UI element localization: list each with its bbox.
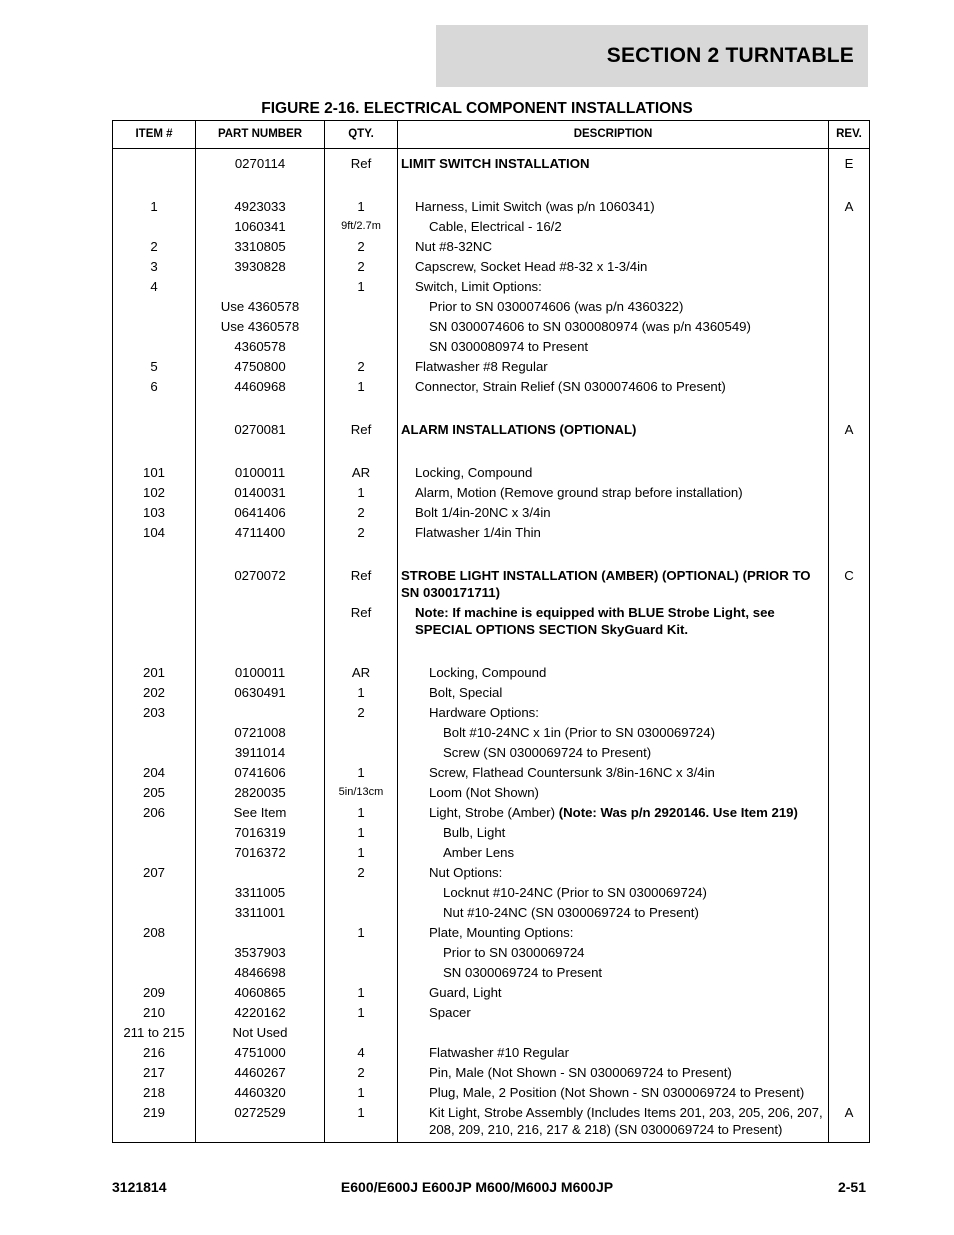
revision-cell <box>829 663 870 683</box>
revision-cell <box>829 297 870 317</box>
qty-cell: 1 <box>325 1103 398 1143</box>
qty-cell: 2 <box>325 1063 398 1083</box>
revision-cell <box>829 377 870 397</box>
item-number-cell <box>113 566 196 603</box>
column-header-rev: REV. <box>829 121 870 149</box>
part-number-cell: 3310805 <box>196 237 325 257</box>
item-number-cell: 206 <box>113 803 196 823</box>
qty-cell <box>325 1023 398 1043</box>
item-number-cell: 203 <box>113 703 196 723</box>
table-row <box>113 566 870 603</box>
table-row <box>113 803 870 823</box>
spacer-cell <box>325 440 398 463</box>
revision-cell <box>829 523 870 543</box>
qty-cell: 2 <box>325 237 398 257</box>
description-cell <box>398 803 829 823</box>
table-row <box>113 1043 870 1063</box>
description-note: (Note: Was p/n 2920146. Use Item 219) <box>558 805 798 820</box>
qty-cell <box>325 297 398 317</box>
description-cell: Pin, Male (Not Shown - SN 0300069724 to Present) <box>398 1063 829 1083</box>
part-number-cell: 0270072 <box>196 566 325 603</box>
table-row <box>113 1063 870 1083</box>
item-number-cell: 102 <box>113 483 196 503</box>
part-number-cell <box>196 923 325 943</box>
spacer-cell <box>398 397 829 420</box>
description-cell: Alarm, Motion (Remove ground strap before installation) <box>398 483 829 503</box>
table-row <box>113 1103 870 1143</box>
qty-cell <box>325 903 398 923</box>
part-number-cell: 3311005 <box>196 883 325 903</box>
description-cell: Screw, Flathead Countersunk 3/8in-16NC x 3/4in <box>398 763 829 783</box>
qty-cell: 1 <box>325 823 398 843</box>
table-row <box>113 197 870 217</box>
section-title: SECTION 2 TURNTABLE <box>606 44 854 67</box>
revision-cell <box>829 983 870 1003</box>
part-number-cell: 0630491 <box>196 683 325 703</box>
item-number-cell: 3 <box>113 257 196 277</box>
description-cell: Prior to SN 0300074606 (was p/n 4360322) <box>398 297 829 317</box>
part-number-cell: 4846698 <box>196 963 325 983</box>
item-number-cell <box>113 943 196 963</box>
qty-cell <box>325 943 398 963</box>
item-number-cell: 104 <box>113 523 196 543</box>
item-number-cell: 205 <box>113 783 196 803</box>
qty-cell: 1 <box>325 377 398 397</box>
description-cell: STROBE LIGHT INSTALLATION (AMBER) (OPTIONAL) (PRIOR TO SN 0300171711) <box>398 566 829 603</box>
item-number-cell <box>113 883 196 903</box>
part-number-cell <box>196 703 325 723</box>
revision-cell <box>829 843 870 863</box>
table-row <box>113 317 870 337</box>
spacer-cell <box>325 174 398 197</box>
revision-cell <box>829 277 870 297</box>
revision-cell <box>829 483 870 503</box>
description-cell: Screw (SN 0300069724 to Present) <box>398 743 829 763</box>
item-number-cell: 5 <box>113 357 196 377</box>
table-row <box>113 743 870 763</box>
column-header-qty: QTY. <box>325 121 398 149</box>
part-number-cell: Not Used <box>196 1023 325 1043</box>
item-number-cell <box>113 843 196 863</box>
description-cell: Amber Lens <box>398 843 829 863</box>
table-row <box>113 483 870 503</box>
revision-cell <box>829 903 870 923</box>
section-header <box>436 25 868 87</box>
description-cell: LIMIT SWITCH INSTALLATION <box>398 149 829 174</box>
revision-cell <box>829 883 870 903</box>
item-number-cell <box>113 903 196 923</box>
table-row <box>113 923 870 943</box>
part-number-cell: Use 4360578 <box>196 317 325 337</box>
table-row <box>113 963 870 983</box>
table-row <box>113 503 870 523</box>
table-row <box>113 420 870 440</box>
revision-cell: A <box>829 197 870 217</box>
qty-cell: 9ft/2.7m <box>325 217 398 237</box>
item-number-cell <box>113 217 196 237</box>
part-number-cell: 0100011 <box>196 663 325 683</box>
qty-cell: 1 <box>325 923 398 943</box>
qty-cell: 2 <box>325 523 398 543</box>
table-row <box>113 703 870 723</box>
revision-cell <box>829 803 870 823</box>
qty-cell: 1 <box>325 763 398 783</box>
part-number-cell: 4460267 <box>196 1063 325 1083</box>
table-row <box>113 237 870 257</box>
footer-page-number: 2-51 <box>837 1179 866 1195</box>
footer-model-list: E600/E600J E600JP M600/M600J M600JP <box>340 1179 614 1195</box>
qty-cell <box>325 883 398 903</box>
table-row <box>113 377 870 397</box>
description-cell: Flatwasher 1/4in Thin <box>398 523 829 543</box>
spacer-row <box>113 440 870 463</box>
description-cell: Locking, Compound <box>398 463 829 483</box>
description-cell: Nut #10-24NC (SN 0300069724 to Present) <box>398 903 829 923</box>
table-row <box>113 523 870 543</box>
description-cell: Locknut #10-24NC (Prior to SN 0300069724) <box>398 883 829 903</box>
item-number-cell: 103 <box>113 503 196 523</box>
spacer-row <box>113 640 870 663</box>
description-cell: SN 0300069724 to Present <box>398 963 829 983</box>
description-cell <box>398 1023 829 1043</box>
qty-cell: AR <box>325 663 398 683</box>
part-number-cell: 0270114 <box>196 149 325 174</box>
part-number-cell: 0721008 <box>196 723 325 743</box>
description-cell: ALARM INSTALLATIONS (OPTIONAL) <box>398 420 829 440</box>
table-row <box>113 257 870 277</box>
revision-cell <box>829 963 870 983</box>
description-cell: Harness, Limit Switch (was p/n 1060341) <box>398 197 829 217</box>
description-cell: SN 0300080974 to Present <box>398 337 829 357</box>
item-number-cell: 207 <box>113 863 196 883</box>
table-row <box>113 1003 870 1023</box>
qty-cell: 1 <box>325 843 398 863</box>
table-row <box>113 1023 870 1043</box>
item-number-cell <box>113 297 196 317</box>
spacer-cell <box>829 174 870 197</box>
part-number-cell <box>196 603 325 640</box>
part-number-cell: 4751000 <box>196 1043 325 1063</box>
spacer-cell <box>398 440 829 463</box>
part-number-cell: 0272529 <box>196 1103 325 1143</box>
part-number-cell: 2820035 <box>196 783 325 803</box>
qty-cell <box>325 963 398 983</box>
description-cell: Loom (Not Shown) <box>398 783 829 803</box>
part-number-cell: 3311001 <box>196 903 325 923</box>
part-number-cell: 3911014 <box>196 743 325 763</box>
spacer-cell <box>829 640 870 663</box>
revision-cell <box>829 1083 870 1103</box>
revision-cell <box>829 503 870 523</box>
item-number-cell <box>113 743 196 763</box>
spacer-cell <box>829 543 870 566</box>
revision-cell <box>829 1003 870 1023</box>
description-cell: Kit Light, Strobe Assembly (Includes Items 201, 203, 205, 206, 207, 208, 209, 210, 216, 217 & 218) (SN 0300069724 to Present) <box>398 1103 829 1143</box>
spacer-cell <box>196 640 325 663</box>
qty-cell: Ref <box>325 566 398 603</box>
item-number-cell: 1 <box>113 197 196 217</box>
description-cell: Prior to SN 0300069724 <box>398 943 829 963</box>
table-row <box>113 663 870 683</box>
revision-cell <box>829 237 870 257</box>
part-number-cell: 0741606 <box>196 763 325 783</box>
table-row <box>113 149 870 174</box>
revision-cell: A <box>829 420 870 440</box>
qty-cell: 1 <box>325 1003 398 1023</box>
qty-cell: Ref <box>325 603 398 640</box>
table-row <box>113 943 870 963</box>
table-header-row <box>113 121 870 149</box>
part-number-cell: 0100011 <box>196 463 325 483</box>
part-number-cell: 1060341 <box>196 217 325 237</box>
column-header-description: DESCRIPTION <box>398 121 829 149</box>
spacer-cell <box>196 397 325 420</box>
description-cell: Note: If machine is equipped with BLUE Strobe Light, see SPECIAL OPTIONS SECTION SkyGuard Kit. <box>398 603 829 640</box>
table-row <box>113 983 870 1003</box>
description-cell: Bolt #10-24NC x 1in (Prior to SN 0300069724) <box>398 723 829 743</box>
table-row <box>113 1083 870 1103</box>
footer-doc-number: 3121814 <box>112 1179 167 1195</box>
parts-table <box>112 120 870 1143</box>
item-number-cell <box>113 603 196 640</box>
spacer-cell <box>196 174 325 197</box>
revision-cell: C <box>829 566 870 603</box>
revision-cell <box>829 683 870 703</box>
description-cell: Spacer <box>398 1003 829 1023</box>
spacer-cell <box>325 397 398 420</box>
part-number-cell: 4460320 <box>196 1083 325 1103</box>
spacer-cell <box>113 640 196 663</box>
description-cell: Locking, Compound <box>398 663 829 683</box>
revision-cell <box>829 1023 870 1043</box>
item-number-cell: 210 <box>113 1003 196 1023</box>
description-text: Light, Strobe (Amber) <box>429 805 559 820</box>
spacer-row <box>113 397 870 420</box>
revision-cell <box>829 357 870 377</box>
description-cell: Bolt, Special <box>398 683 829 703</box>
item-number-cell: 2 <box>113 237 196 257</box>
part-number-cell: 4220162 <box>196 1003 325 1023</box>
revision-cell <box>829 863 870 883</box>
revision-cell <box>829 923 870 943</box>
description-cell: Bulb, Light <box>398 823 829 843</box>
part-number-cell: 4360578 <box>196 337 325 357</box>
revision-cell <box>829 1043 870 1063</box>
description-cell: Cable, Electrical - 16/2 <box>398 217 829 237</box>
qty-cell: 5in/13cm <box>325 783 398 803</box>
qty-cell: 1 <box>325 197 398 217</box>
spacer-row <box>113 543 870 566</box>
item-number-cell: 101 <box>113 463 196 483</box>
revision-cell <box>829 463 870 483</box>
item-number-cell: 211 to 215 <box>113 1023 196 1043</box>
spacer-cell <box>829 440 870 463</box>
qty-cell: 1 <box>325 1083 398 1103</box>
revision-cell <box>829 217 870 237</box>
spacer-cell <box>398 174 829 197</box>
item-number-cell <box>113 723 196 743</box>
revision-cell <box>829 337 870 357</box>
revision-cell <box>829 257 870 277</box>
spacer-cell <box>398 543 829 566</box>
column-header-part-number: PART NUMBER <box>196 121 325 149</box>
part-number-cell: 0140031 <box>196 483 325 503</box>
qty-cell: 4 <box>325 1043 398 1063</box>
revision-cell: A <box>829 1103 870 1143</box>
item-number-cell <box>113 823 196 843</box>
qty-cell: Ref <box>325 149 398 174</box>
qty-cell: 1 <box>325 983 398 1003</box>
description-cell: Connector, Strain Relief (SN 0300074606 to Present) <box>398 377 829 397</box>
qty-cell: 1 <box>325 483 398 503</box>
parts-table-body <box>113 149 870 1143</box>
part-number-cell: 0270081 <box>196 420 325 440</box>
table-row <box>113 823 870 843</box>
part-number-cell: 4750800 <box>196 357 325 377</box>
description-cell: Plug, Male, 2 Position (Not Shown - SN 0300069724 to Present) <box>398 1083 829 1103</box>
qty-cell <box>325 317 398 337</box>
table-row <box>113 357 870 377</box>
part-number-cell: 4711400 <box>196 523 325 543</box>
item-number-cell: 202 <box>113 683 196 703</box>
table-row <box>113 277 870 297</box>
qty-cell: AR <box>325 463 398 483</box>
item-number-cell: 218 <box>113 1083 196 1103</box>
table-row <box>113 903 870 923</box>
qty-cell: 1 <box>325 277 398 297</box>
item-number-cell: 216 <box>113 1043 196 1063</box>
description-cell: Flatwasher #8 Regular <box>398 357 829 377</box>
revision-cell <box>829 317 870 337</box>
description-cell: Bolt 1/4in-20NC x 3/4in <box>398 503 829 523</box>
qty-cell: 1 <box>325 803 398 823</box>
part-number-cell: 4460968 <box>196 377 325 397</box>
part-number-cell: 4060865 <box>196 983 325 1003</box>
qty-cell: 2 <box>325 863 398 883</box>
revision-cell <box>829 943 870 963</box>
revision-cell <box>829 763 870 783</box>
table-row <box>113 883 870 903</box>
item-number-cell <box>113 963 196 983</box>
item-number-cell: 6 <box>113 377 196 397</box>
table-row <box>113 843 870 863</box>
table-row <box>113 763 870 783</box>
revision-cell <box>829 723 870 743</box>
part-number-cell <box>196 863 325 883</box>
revision-cell <box>829 783 870 803</box>
item-number-cell: 209 <box>113 983 196 1003</box>
spacer-cell <box>829 397 870 420</box>
description-cell: Hardware Options: <box>398 703 829 723</box>
item-number-cell <box>113 337 196 357</box>
revision-cell: E <box>829 149 870 174</box>
qty-cell: 2 <box>325 703 398 723</box>
table-row <box>113 603 870 640</box>
part-number-cell: See Item <box>196 803 325 823</box>
table-row <box>113 683 870 703</box>
spacer-cell <box>398 640 829 663</box>
part-number-cell: 3930828 <box>196 257 325 277</box>
part-number-cell: 3537903 <box>196 943 325 963</box>
part-number-cell: 7016319 <box>196 823 325 843</box>
spacer-cell <box>113 174 196 197</box>
spacer-cell <box>196 543 325 566</box>
revision-cell <box>829 823 870 843</box>
table-row <box>113 463 870 483</box>
item-number-cell <box>113 149 196 174</box>
revision-cell <box>829 603 870 640</box>
item-number-cell: 217 <box>113 1063 196 1083</box>
description-cell: Capscrew, Socket Head #8-32 x 1-3/4in <box>398 257 829 277</box>
spacer-cell <box>113 440 196 463</box>
figure-title: FIGURE 2-16. ELECTRICAL COMPONENT INSTALLATIONS <box>261 100 693 117</box>
qty-cell: 2 <box>325 357 398 377</box>
qty-cell <box>325 723 398 743</box>
item-number-cell <box>113 420 196 440</box>
description-cell: Plate, Mounting Options: <box>398 923 829 943</box>
qty-cell: 2 <box>325 257 398 277</box>
spacer-cell <box>196 440 325 463</box>
part-number-cell: 7016372 <box>196 843 325 863</box>
item-number-cell: 219 <box>113 1103 196 1143</box>
spacer-cell <box>113 397 196 420</box>
part-number-cell <box>196 277 325 297</box>
description-cell: Nut #8-32NC <box>398 237 829 257</box>
item-number-cell: 201 <box>113 663 196 683</box>
table-row <box>113 723 870 743</box>
description-cell: Guard, Light <box>398 983 829 1003</box>
part-number-cell: Use 4360578 <box>196 297 325 317</box>
table-row <box>113 217 870 237</box>
table-row <box>113 783 870 803</box>
table-row <box>113 297 870 317</box>
qty-cell <box>325 337 398 357</box>
description-cell: Nut Options: <box>398 863 829 883</box>
revision-cell <box>829 1063 870 1083</box>
spacer-row <box>113 174 870 197</box>
qty-cell <box>325 743 398 763</box>
revision-cell <box>829 703 870 723</box>
item-number-cell: 204 <box>113 763 196 783</box>
qty-cell: Ref <box>325 420 398 440</box>
description-cell: SN 0300074606 to SN 0300080974 (was p/n 4360549) <box>398 317 829 337</box>
item-number-cell: 4 <box>113 277 196 297</box>
qty-cell: 1 <box>325 683 398 703</box>
part-number-cell: 4923033 <box>196 197 325 217</box>
description-cell: Switch, Limit Options: <box>398 277 829 297</box>
spacer-cell <box>113 543 196 566</box>
table-row <box>113 863 870 883</box>
table-row <box>113 337 870 357</box>
revision-cell <box>829 743 870 763</box>
part-number-cell: 0641406 <box>196 503 325 523</box>
qty-cell: 2 <box>325 503 398 523</box>
item-number-cell: 208 <box>113 923 196 943</box>
item-number-cell <box>113 317 196 337</box>
description-cell: Flatwasher #10 Regular <box>398 1043 829 1063</box>
column-header-item: ITEM # <box>113 121 196 149</box>
spacer-cell <box>325 543 398 566</box>
spacer-cell <box>325 640 398 663</box>
